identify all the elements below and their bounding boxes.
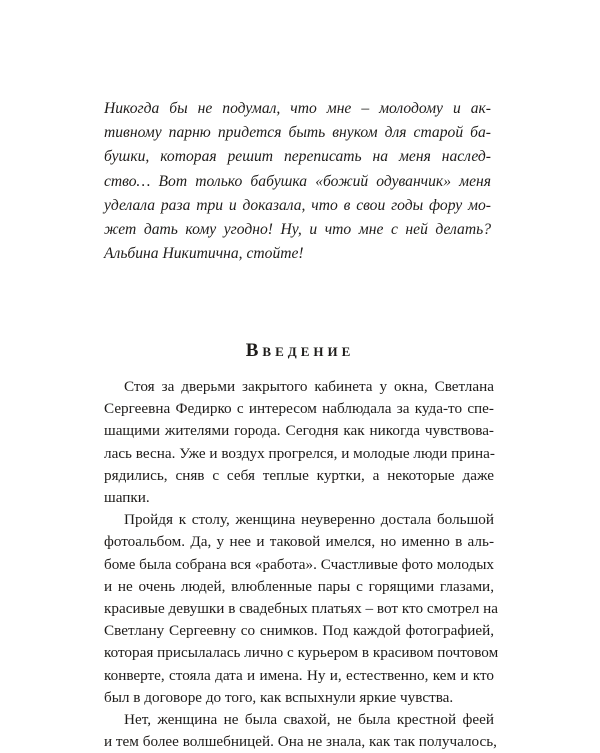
text-line: красивые девушки в свадебных платьях – вот кто смотрел на	[104, 600, 498, 618]
text-line: которая присылалась лично с курьером в красивом почтовом	[104, 644, 499, 662]
text-line: боме была собрана вся «работа». Счастливые фото молодых	[104, 555, 494, 573]
text-line: был в договоре до того, как вспыхнули яркие чувства.	[104, 688, 454, 706]
annotation-line: уделала раза три и доказала, что в свои годы фору мо-	[104, 196, 491, 214]
text-line: и не очень людей, влюбленные пары с горящими глазами,	[104, 577, 494, 595]
text-line: лась весна. Уже и воздух прогрелся, и молодые люди прина-	[104, 444, 495, 462]
annotation-line: Никогда бы не подумал, что мне – молодому и ак-	[104, 100, 491, 117]
annotation-line: ство… Вот только бабушка «божий одуванчик» меня	[104, 172, 491, 190]
annotation-line: жет дать кому угодно! Ну, и что мне с ней делать?	[104, 221, 491, 239]
text-line: Стоя за дверьми закрытого кабинета у окна, Светлана	[124, 378, 494, 395]
body-text	[104, 376, 499, 753]
text-line: шащими жителями города. Сегодня как никогда чувствова-	[104, 422, 494, 440]
annotation-line: Альбина Никитична, стойте!	[104, 245, 304, 263]
text-line: Пройдя к столу, женщина неуверенно достала большой	[124, 511, 494, 529]
text-line: Сергеевна Федирко с интересом наблюдала за куда-то спе-	[104, 400, 494, 418]
text-line: и тем более волшебницей. Она не знала, как так получалось,	[104, 733, 497, 751]
text-line: Нет, женщина не была свахой, не была крестной феей	[124, 711, 494, 729]
text-line: шапки.	[104, 489, 150, 507]
text-line: конверте, стояла дата и имена. Ну и, естественно, кем и кто	[104, 666, 494, 684]
text-line: фотоальбом. Да, у нее и таковой имелся, но именно в аль-	[104, 533, 494, 551]
annotation-block	[104, 97, 491, 266]
annotation-line: тивному парню придется быть внуком для старой ба-	[104, 124, 491, 142]
text-line: рядились, сняв с себя теплые куртки, а некоторые даже	[104, 466, 494, 484]
text-line: Светлану Сергеевну со снимков. Под каждой фотографией,	[104, 622, 494, 640]
chapter-title: Введение	[245, 340, 355, 361]
annotation-line: бушки, которая решит переписать на меня наслед-	[104, 148, 491, 166]
